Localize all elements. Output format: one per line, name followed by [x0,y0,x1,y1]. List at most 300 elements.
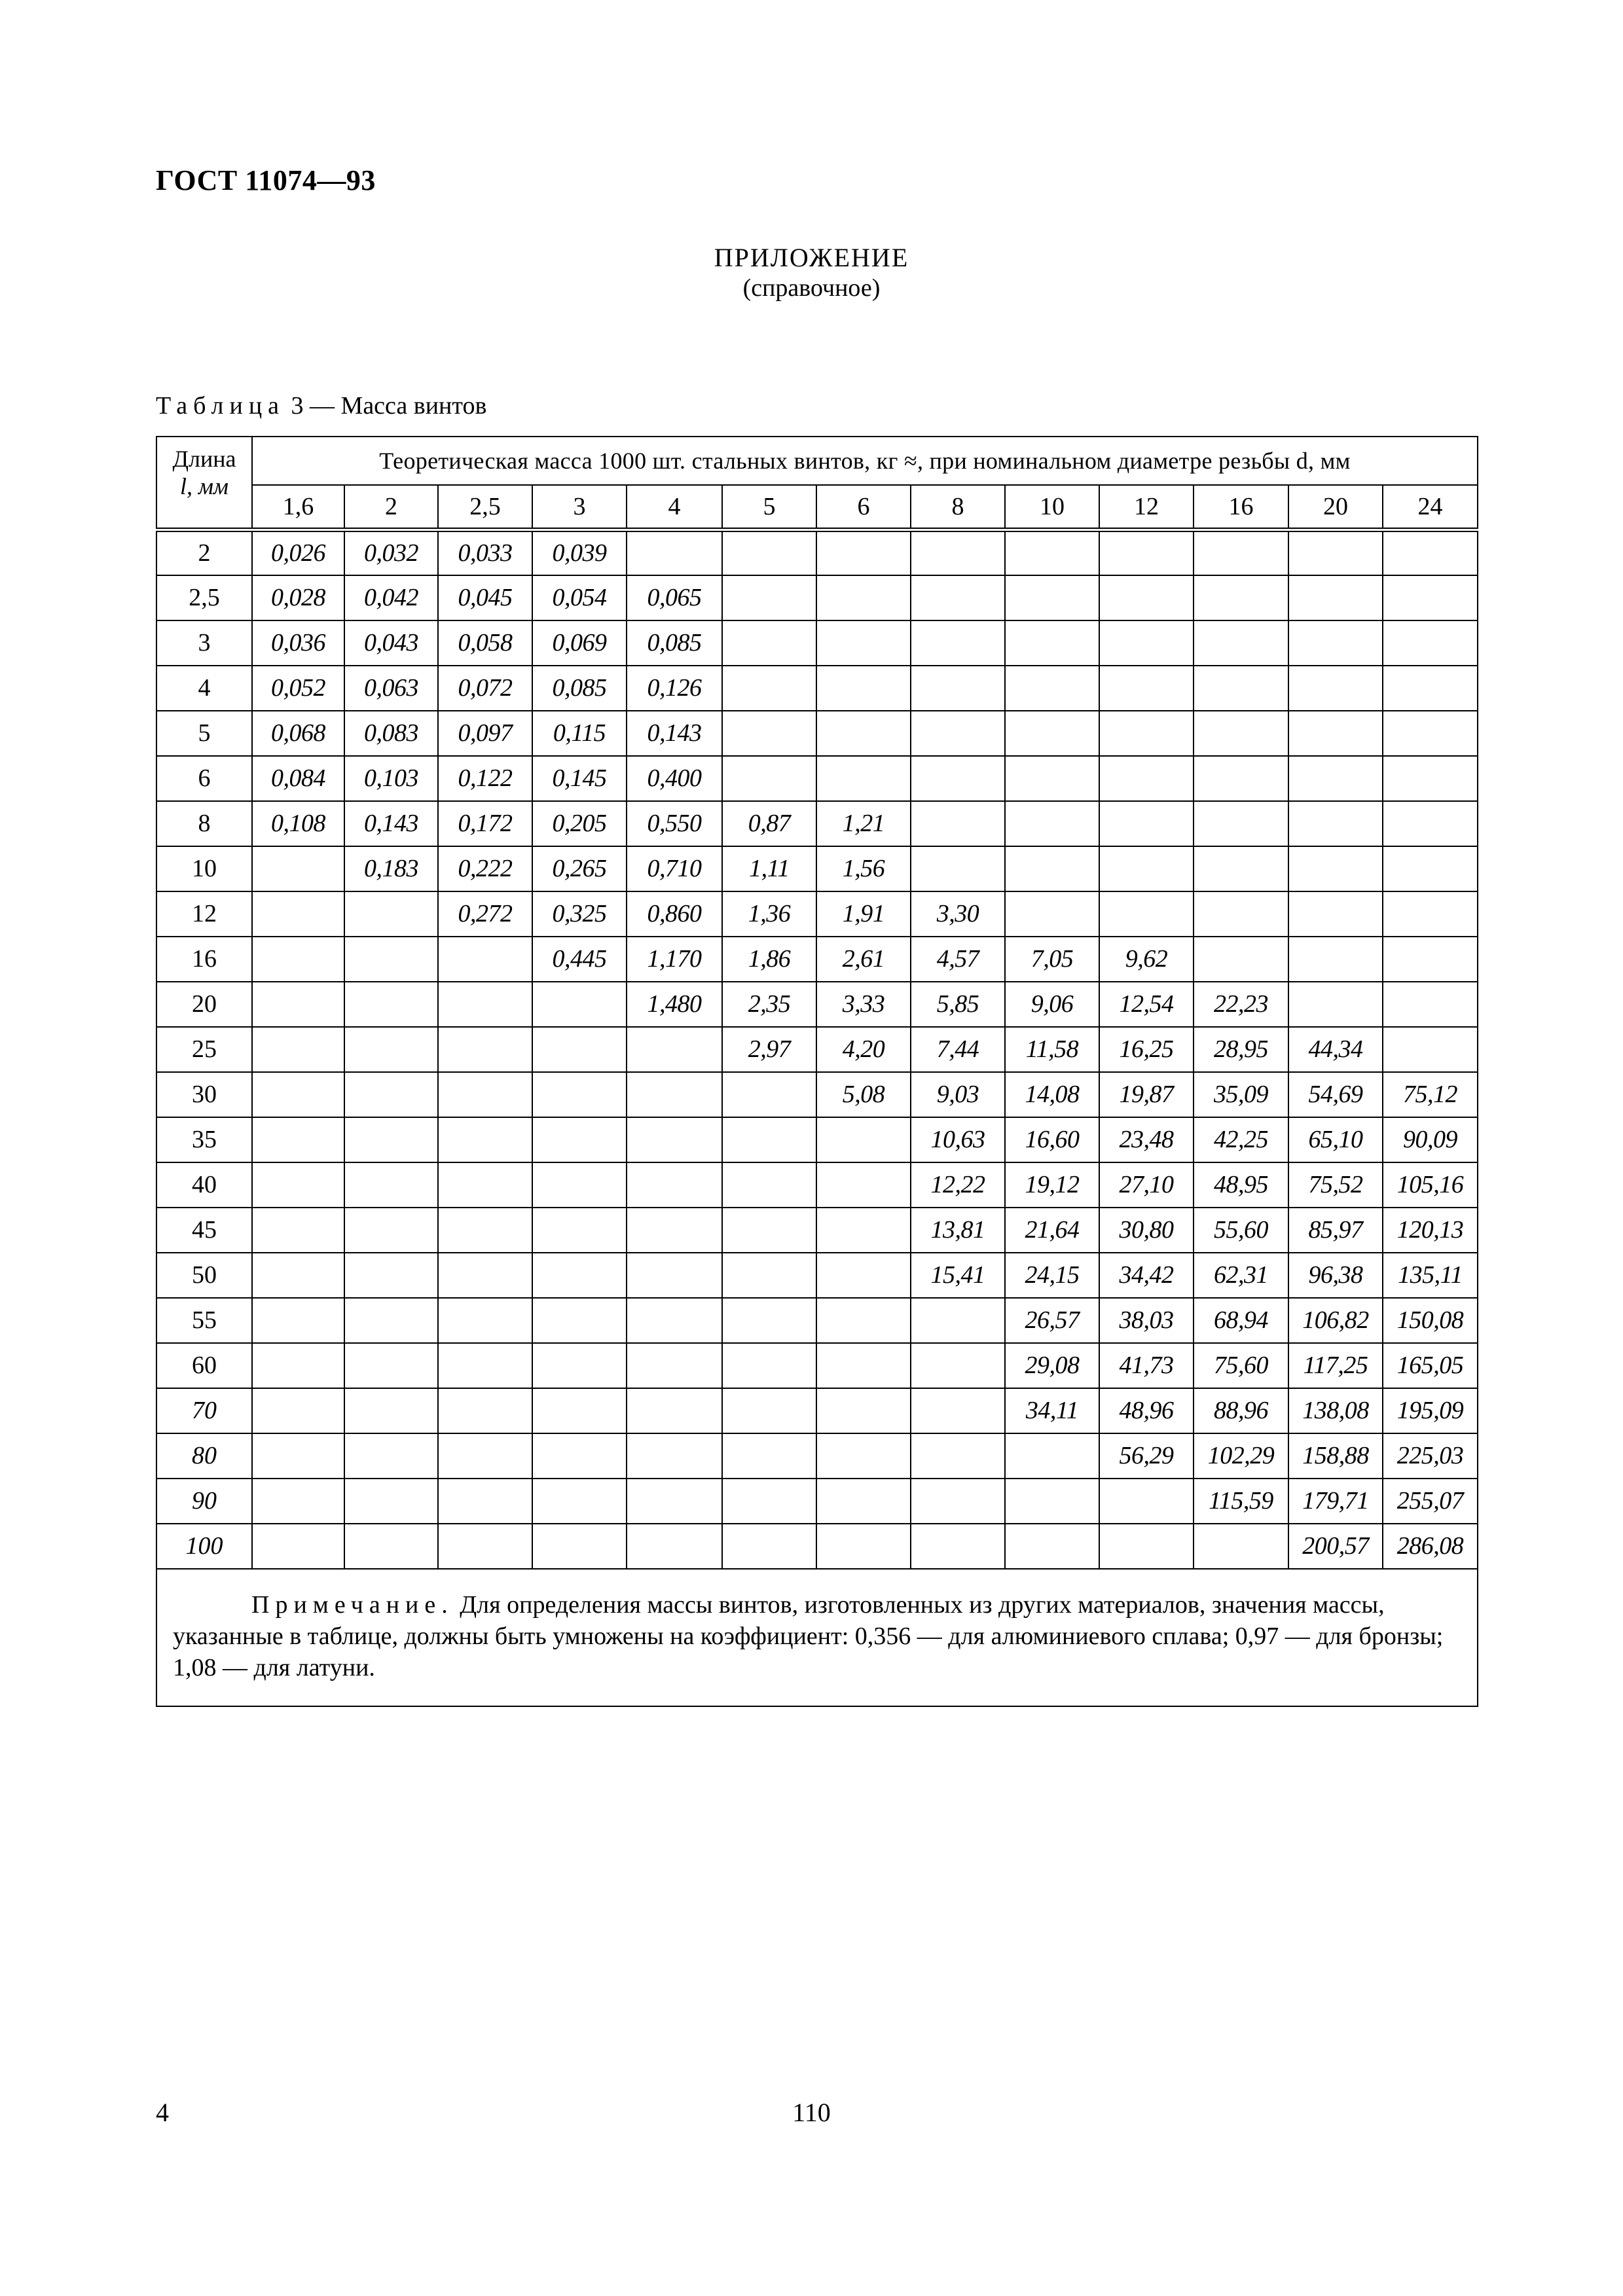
mass-cell: 225,03 [1383,1433,1478,1479]
mass-cell [722,1162,816,1208]
mass-cell: 56,29 [1099,1433,1194,1479]
mass-cell [722,575,816,620]
table-row [156,1343,1478,1388]
length-cell: 4 [156,666,252,711]
length-cell: 55 [156,1298,252,1343]
mass-cell: 12,22 [911,1162,1005,1208]
table-caption-text: 3 — Масса винтов [291,392,487,420]
mass-cell [1099,801,1194,846]
diameter-header-cell: 6 [816,485,911,530]
mass-cell [252,1208,344,1253]
mass-cell [438,1253,532,1298]
mass-cell [816,1117,911,1162]
mass-cell: 9,62 [1099,937,1194,982]
mass-cell [1194,620,1288,666]
mass-cell [911,530,1005,575]
mass-cell [627,1479,722,1524]
mass-cell: 4,57 [911,937,1005,982]
mass-cell: 0,042 [344,575,438,620]
mass-cell: 0,026 [252,530,344,575]
mass-cell [722,1433,816,1479]
mass-cell [1005,756,1099,801]
mass-cell [911,1524,1005,1569]
mass-cell [344,1524,438,1569]
mass-cell [252,937,344,982]
mass-cell [722,530,816,575]
page-side-number: 4 [156,2098,169,2127]
mass-cell: 34,42 [1099,1253,1194,1298]
mass-cell: 90,09 [1383,1117,1478,1162]
mass-cell: 2,35 [722,982,816,1027]
mass-cell: 0,039 [532,530,627,575]
mass-cell: 0,143 [344,801,438,846]
mass-cell [1383,982,1478,1027]
mass-cell: 68,94 [1194,1298,1288,1343]
mass-cell: 0,063 [344,666,438,711]
mass-cell [1005,846,1099,891]
mass-cell [1383,801,1478,846]
mass-cell: 0,272 [438,891,532,937]
mass-cell [1383,711,1478,756]
diameter-header-cell: 16 [1194,485,1288,530]
mass-cell: 28,95 [1194,1027,1288,1072]
mass-cell: 135,11 [1383,1253,1478,1298]
mass-cell [438,1208,532,1253]
mass-cell [911,801,1005,846]
mass-cell: 0,325 [532,891,627,937]
mass-cell: 7,05 [1005,937,1099,982]
mass-cell: 1,170 [627,937,722,982]
mass-cell [252,1388,344,1433]
mass-cell: 0,068 [252,711,344,756]
mass-cell [532,1027,627,1072]
mass-cell [344,982,438,1027]
diameter-header-cell: 4 [627,485,722,530]
mass-cell [1099,530,1194,575]
mass-cell: 55,60 [1194,1208,1288,1253]
mass-cell [1005,666,1099,711]
mass-cell [911,846,1005,891]
mass-cell: 0,205 [532,801,627,846]
mass-cell: 75,12 [1383,1072,1478,1117]
mass-cell [722,1479,816,1524]
mass-cell: 15,41 [911,1253,1005,1298]
diameter-header-cell: 24 [1383,485,1478,530]
mass-cell: 13,81 [911,1208,1005,1253]
mass-cell [627,1117,722,1162]
diameter-header-cell: 3 [532,485,627,530]
mass-cell: 0,550 [627,801,722,846]
mass-cell: 30,80 [1099,1208,1194,1253]
mass-cell [816,756,911,801]
mass-cell: 0,058 [438,620,532,666]
mass-cell [344,1072,438,1117]
mass-cell [722,1117,816,1162]
mass-cell [1194,801,1288,846]
screw-mass-table [156,436,1478,1707]
mass-cell [252,891,344,937]
mass-cell: 54,69 [1288,1072,1383,1117]
diameter-header-cell: 5 [722,485,816,530]
mass-cell: 105,16 [1383,1162,1478,1208]
mass-cell [438,1524,532,1569]
mass-cell [722,1524,816,1569]
mass-cell: 85,97 [1288,1208,1383,1253]
mass-cell [1005,1433,1099,1479]
mass-cell [722,1343,816,1388]
diameter-header-cell: 1,6 [252,485,344,530]
mass-cell: 106,82 [1288,1298,1383,1343]
mass-cell [1383,1027,1478,1072]
mass-cell [344,1343,438,1388]
mass-cell [252,846,344,891]
mass-cell: 0,108 [252,801,344,846]
mass-cell [532,1298,627,1343]
mass-cell: 0,036 [252,620,344,666]
table-row [156,982,1478,1027]
length-cell: 2 [156,530,252,575]
mass-cell [532,1162,627,1208]
mass-cell [1194,666,1288,711]
mass-cell: 1,86 [722,937,816,982]
mass-cell: 44,34 [1288,1027,1383,1072]
mass-cell [722,666,816,711]
length-cell: 3 [156,620,252,666]
mass-cell: 117,25 [1288,1343,1383,1388]
length-cell: 50 [156,1253,252,1298]
mass-cell: 0,032 [344,530,438,575]
table-row [156,1117,1478,1162]
mass-cell [816,711,911,756]
mass-cell: 138,08 [1288,1388,1383,1433]
mass-cell: 0,122 [438,756,532,801]
mass-cell: 19,87 [1099,1072,1194,1117]
table-caption-label: Таблица [156,392,285,420]
mass-cell [1383,666,1478,711]
mass-cell [816,1253,911,1298]
mass-cell [532,1343,627,1388]
mass-cell [816,1388,911,1433]
mass-cell [438,937,532,982]
page-number: 110 [792,2098,831,2127]
mass-cell [438,1298,532,1343]
mass-cell [1194,575,1288,620]
mass-cell: 65,10 [1288,1117,1383,1162]
mass-cell [1005,620,1099,666]
mass-cell: 0,072 [438,666,532,711]
mass-cell: 2,61 [816,937,911,982]
document-code: ГОСТ 11074—93 [156,164,376,196]
mass-cell: 0,103 [344,756,438,801]
mass-cell [344,1253,438,1298]
mass-cell [816,1208,911,1253]
mass-cell [1383,575,1478,620]
mass-cell [252,1524,344,1569]
mass-cell [1099,620,1194,666]
mass-cell: 34,11 [1005,1388,1099,1433]
mass-cell [438,1479,532,1524]
mass-cell: 88,96 [1194,1388,1288,1433]
length-cell: 90 [156,1479,252,1524]
mass-cell [1194,530,1288,575]
mass-cell [438,1072,532,1117]
length-cell: 12 [156,891,252,937]
mass-cell [1099,575,1194,620]
length-cell: 20 [156,982,252,1027]
mass-cell: 2,97 [722,1027,816,1072]
mass-cell: 5,08 [816,1072,911,1117]
mass-cell [816,575,911,620]
mass-cell: 3,33 [816,982,911,1027]
table-row [156,846,1478,891]
length-cell: 6 [156,756,252,801]
mass-cell [722,1208,816,1253]
mass-cell [1288,982,1383,1027]
mass-cell [816,1433,911,1479]
mass-cell [1194,937,1288,982]
mass-cell [252,1298,344,1343]
mass-cell [1383,620,1478,666]
mass-cell [532,1208,627,1253]
mass-cell: 27,10 [1099,1162,1194,1208]
mass-cell [722,1388,816,1433]
table-body [156,530,1478,1569]
table-row [156,530,1478,575]
table-row [156,620,1478,666]
mass-cell [1099,846,1194,891]
mass-cell: 0,115 [532,711,627,756]
mass-cell [532,1117,627,1162]
mass-cell: 41,73 [1099,1343,1194,1388]
mass-cell [911,575,1005,620]
mass-cell [438,1162,532,1208]
table-caption [156,391,486,420]
mass-cell: 24,15 [1005,1253,1099,1298]
mass-cell: 62,31 [1194,1253,1288,1298]
length-cell: 16 [156,937,252,982]
mass-cell [438,982,532,1027]
mass-cell [344,1162,438,1208]
appendix-subtitle: (справочное) [742,274,881,302]
mass-cell: 48,95 [1194,1162,1288,1208]
mass-cell [627,1208,722,1253]
mass-cell: 0,172 [438,801,532,846]
length-cell: 8 [156,801,252,846]
mass-cell: 26,57 [1005,1298,1099,1343]
mass-cell [1288,620,1383,666]
mass-cell [344,1027,438,1072]
mass-cell: 0,028 [252,575,344,620]
mass-cell: 0,87 [722,801,816,846]
mass-cell [1288,756,1383,801]
table-row [156,801,1478,846]
mass-cell: 255,07 [1383,1479,1478,1524]
table-row [156,1208,1478,1253]
mass-cell: 0,069 [532,620,627,666]
mass-cell: 7,44 [911,1027,1005,1072]
length-cell: 80 [156,1433,252,1479]
mass-cell [816,1162,911,1208]
mass-cell: 1,480 [627,982,722,1027]
mass-cell: 11,58 [1005,1027,1099,1072]
mass-cell: 0,043 [344,620,438,666]
mass-cell [252,1072,344,1117]
mass-cell [344,1388,438,1433]
mass-cell: 1,21 [816,801,911,846]
mass-cell [911,1479,1005,1524]
table-row [156,1027,1478,1072]
mass-cell [722,1298,816,1343]
mass-cell: 1,91 [816,891,911,937]
mass-cell [1005,801,1099,846]
mass-cell: 29,08 [1005,1343,1099,1388]
mass-cell: 38,03 [1099,1298,1194,1343]
mass-cell: 150,08 [1383,1298,1478,1343]
mass-cell: 102,29 [1194,1433,1288,1479]
length-cell: 70 [156,1388,252,1433]
mass-cell: 0,084 [252,756,344,801]
mass-cell [532,1253,627,1298]
note-label: Примечание. [251,1590,454,1619]
diameter-header-cell: 10 [1005,485,1099,530]
mass-cell: 0,400 [627,756,722,801]
mass-cell [1005,1524,1099,1569]
mass-cell [1288,846,1383,891]
mass-cell [816,1479,911,1524]
mass-cell: 96,38 [1288,1253,1383,1298]
mass-cell [816,1524,911,1569]
mass-cell [1099,666,1194,711]
mass-cell [627,1524,722,1569]
mass-cell [816,1343,911,1388]
mass-cell [532,1072,627,1117]
mass-cell: 48,96 [1099,1388,1194,1433]
mass-cell [532,1524,627,1569]
mass-cell [1005,711,1099,756]
table-row [156,1433,1478,1479]
mass-cell [816,666,911,711]
mass-cell [532,1433,627,1479]
mass-cell: 0,052 [252,666,344,711]
mass-cell: 75,52 [1288,1162,1383,1208]
mass-cell [252,1343,344,1388]
mass-cell: 0,143 [627,711,722,756]
mass-cell [252,1117,344,1162]
mass-cell [1383,756,1478,801]
mass-cell [1288,530,1383,575]
mass-cell [627,1072,722,1117]
length-cell: 30 [156,1072,252,1117]
mass-cell [722,1072,816,1117]
mass-cell [532,1388,627,1433]
mass-cell [1099,1524,1194,1569]
mass-cell: 0,085 [627,620,722,666]
mass-cell [627,1298,722,1343]
mass-cell: 19,12 [1005,1162,1099,1208]
mass-cell: 0,097 [438,711,532,756]
mass-cell: 286,08 [1383,1524,1478,1569]
mass-cell [252,982,344,1027]
mass-cell [1383,937,1478,982]
mass-cell [627,1343,722,1388]
table-row [156,1479,1478,1524]
mass-cell: 1,36 [722,891,816,937]
mass-cell [1288,801,1383,846]
length-column-header [156,437,252,530]
table-row [156,711,1478,756]
mass-cell: 10,63 [911,1117,1005,1162]
mass-cell [344,891,438,937]
mass-cell [911,756,1005,801]
mass-cell [438,1117,532,1162]
mass-cell [344,1298,438,1343]
diameter-header-cell: 2,5 [438,485,532,530]
length-header-line2: l, мм [180,473,228,499]
mass-cell [911,620,1005,666]
mass-cell [438,1433,532,1479]
table-row [156,575,1478,620]
mass-cell: 12,54 [1099,982,1194,1027]
mass-cell: 21,64 [1005,1208,1099,1253]
appendix-title: ПРИЛОЖЕНИЕ [714,243,909,272]
mass-cell: 3,30 [911,891,1005,937]
mass-cell [1099,891,1194,937]
mass-cell: 0,054 [532,575,627,620]
mass-cell [627,1253,722,1298]
mass-cell: 0,860 [627,891,722,937]
mass-cell [816,530,911,575]
mass-cell [627,1162,722,1208]
length-cell: 5 [156,711,252,756]
mass-cell: 195,09 [1383,1388,1478,1433]
mass-cell: 0,085 [532,666,627,711]
diameter-header-cell: 20 [1288,485,1383,530]
mass-cell: 165,05 [1383,1343,1478,1388]
mass-cell [1194,891,1288,937]
mass-cell: 1,11 [722,846,816,891]
mass-cell [1288,711,1383,756]
mass-cell [532,982,627,1027]
mass-cell: 0,126 [627,666,722,711]
mass-cell [1099,756,1194,801]
mass-cell [1194,711,1288,756]
mass-cell [1288,891,1383,937]
mass-cell [1194,846,1288,891]
mass-cell [627,530,722,575]
table-row [156,1072,1478,1117]
mass-cell [1005,530,1099,575]
mass-cell [1099,711,1194,756]
mass-cell: 75,60 [1194,1343,1288,1388]
mass-cell: 9,06 [1005,982,1099,1027]
mass-cell [911,711,1005,756]
mass-cell [1194,1524,1288,1569]
mass-cell: 200,57 [1288,1524,1383,1569]
mass-cell [252,1162,344,1208]
mass-cell: 0,083 [344,711,438,756]
mass-cell: 35,09 [1194,1072,1288,1117]
table-row [156,666,1478,711]
length-cell: 35 [156,1117,252,1162]
mass-cell [911,666,1005,711]
mass-cell [344,1479,438,1524]
mass-cell [1288,575,1383,620]
mass-cell [252,1027,344,1072]
mass-cell [1383,846,1478,891]
mass-cell [816,620,911,666]
diameter-header-row [156,485,1478,530]
mass-cell [252,1479,344,1524]
